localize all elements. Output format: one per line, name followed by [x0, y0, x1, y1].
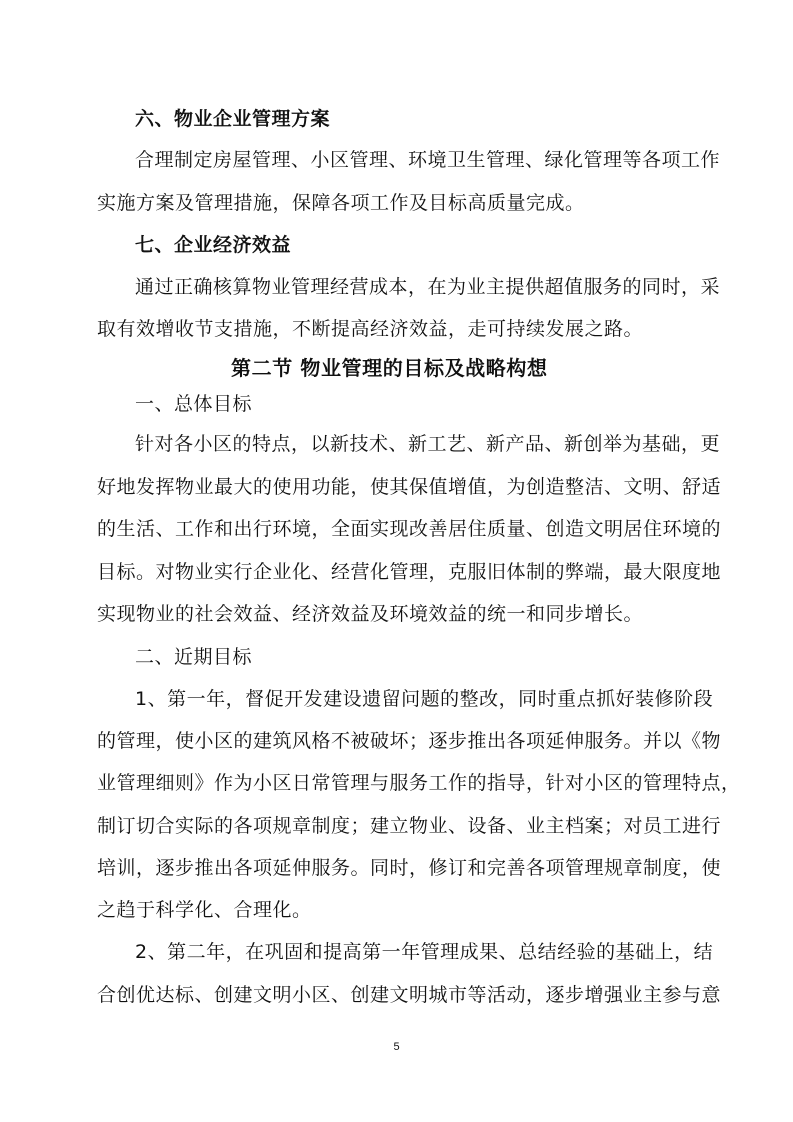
near-term-item1-line: 培训，逐步推出各项延伸服务。同时，修订和完善各项管理规章制度，使 [97, 857, 722, 879]
page-number: 5 [393, 1041, 400, 1053]
near-term-item1-line: 业管理细则》作为小区日常管理与服务工作的指导，针对小区的管理特点， [97, 772, 741, 794]
overall-goal-line: 好地发挥物业最大的使用功能，使其保值增值，为创造整洁、文明、舒适 [97, 476, 722, 498]
overall-goal-line: 实现物业的社会效益、经济效益及环境效益的统一和同步增长。 [97, 603, 644, 625]
near-term-item2-line: 2、第二年，在巩固和提高第一年管理成果、总结经验的基础上，结 [135, 941, 714, 963]
near-term-item1-line: 1、第一年，督促开发建设遗留问题的整改，同时重点抓好装修阶段 [135, 688, 714, 710]
section-seven-heading: 七、企业经济效益 [135, 234, 292, 256]
section-seven-line: 取有效增收节支措施，不断提高经济效益，走可持续发展之路。 [97, 318, 644, 340]
near-term-item1-line: 之趋于科学化、合理化。 [97, 899, 312, 921]
near-term-item2-line: 合创优达标、创建文明小区、创建文明城市等活动，逐步增强业主参与意 [97, 984, 722, 1006]
section-six-line: 合理制定房屋管理、小区管理、环境卫生管理、绿化管理等各项工作 [135, 149, 721, 171]
near-term-item1-line: 的管理，使小区的建筑风格不被破坏；逐步推出各项延伸服务。并以《物 [97, 730, 722, 752]
near-term-heading: 二、近期目标 [135, 646, 253, 668]
section-seven-line: 通过正确核算物业管理经营成本，在为业主提供超值服务的同时，采 [135, 276, 721, 298]
section-six-line: 实施方案及管理措施，保障各项工作及目标高质量完成。 [97, 192, 585, 214]
overall-goal-line: 针对各小区的特点，以新技术、新工艺、新产品、新创举为基础，更 [135, 433, 721, 455]
overall-goal-heading: 一、总体目标 [135, 393, 253, 415]
overall-goal-line: 的生活、工作和出行环境，全面实现改善居住质量、创造文明居住环境的 [97, 518, 722, 540]
section-title: 第二节 物业管理的目标及战略构想 [231, 356, 548, 380]
section-six-heading: 六、物业企业管理方案 [135, 108, 331, 130]
overall-goal-line: 目标。对物业实行企业化、经营化管理，克服旧体制的弊端，最大限度地 [97, 561, 722, 583]
near-term-item1-line: 制订切合实际的各项规章制度；建立物业、设备、业主档案；对员工进行 [97, 815, 722, 837]
